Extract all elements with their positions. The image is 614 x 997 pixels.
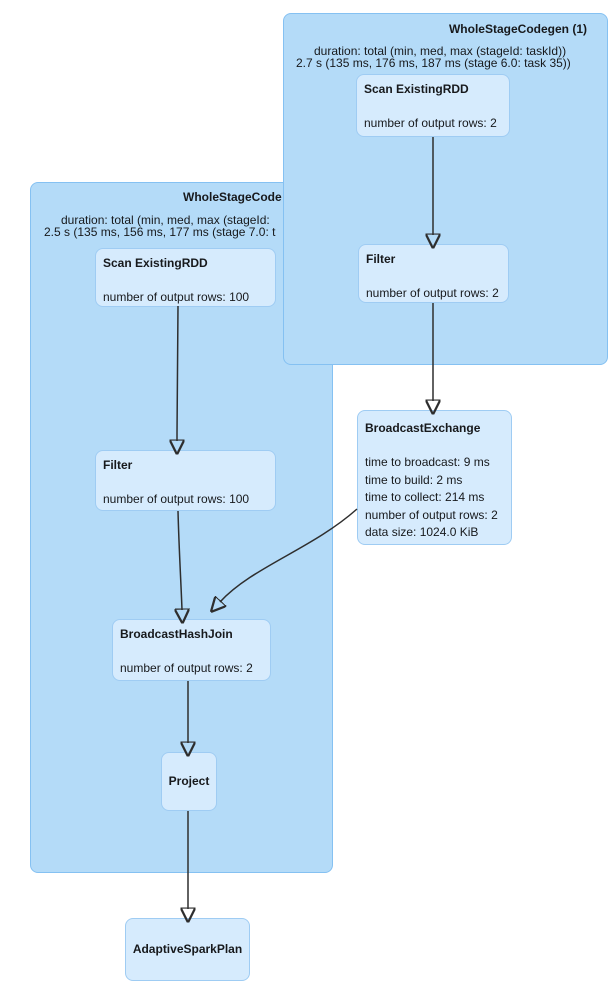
duration-label: duration: total (min, med, max (stageId: taskId))	[314, 44, 567, 58]
node-metric: time to build: 2 ms	[365, 472, 463, 487]
node-metric: time to collect: 214 ms	[365, 490, 485, 505]
node-title: BroadcastHashJoin	[120, 627, 233, 641]
duration-value: 2.7 s (135 ms, 176 ms, 187 ms (stage 6.0: task 35))	[296, 56, 571, 70]
node-scan-existingrdd-1	[356, 74, 510, 137]
node-title: AdaptiveSparkPlan	[132, 942, 243, 956]
node-title: Project	[168, 774, 210, 788]
node-adaptive-spark-plan	[125, 918, 250, 981]
node-metric: number of output rows: 2	[120, 661, 253, 675]
cluster-title: WholeStageCodegen (1)	[448, 22, 587, 36]
duration-value: 2.5 s (135 ms, 156 ms, 177 ms (stage 7.0: t	[44, 225, 276, 239]
node-metric: number of output rows: 2	[365, 507, 498, 522]
node-title: BroadcastExchange	[365, 421, 481, 435]
cluster-wholestagecodegen-1	[283, 13, 608, 365]
node-project	[161, 752, 217, 811]
node-metric: number of output rows: 2	[366, 286, 499, 300]
node-title: Filter	[103, 458, 133, 472]
node-metric: number of output rows: 100	[103, 290, 250, 304]
node-title: Filter	[366, 252, 396, 266]
node-title: Scan ExistingRDD	[103, 256, 208, 270]
node-filter-1	[358, 244, 509, 303]
duration-label: duration: total (min, med, max (stageId:	[61, 213, 270, 227]
node-scan-existingrdd-2	[95, 248, 276, 307]
node-broadcast-hash-join	[112, 619, 271, 681]
node-filter-2	[95, 450, 276, 511]
cluster-title: WholeStageCode	[183, 190, 282, 204]
node-metric: number of output rows: 100	[103, 492, 250, 506]
node-title: Scan ExistingRDD	[364, 82, 469, 96]
node-metric: number of output rows: 2	[364, 116, 497, 130]
node-metric: time to broadcast: 9 ms	[365, 455, 490, 469]
node-metric: data size: 1024.0 KiB	[365, 525, 479, 540]
node-broadcast-exchange	[357, 410, 512, 545]
